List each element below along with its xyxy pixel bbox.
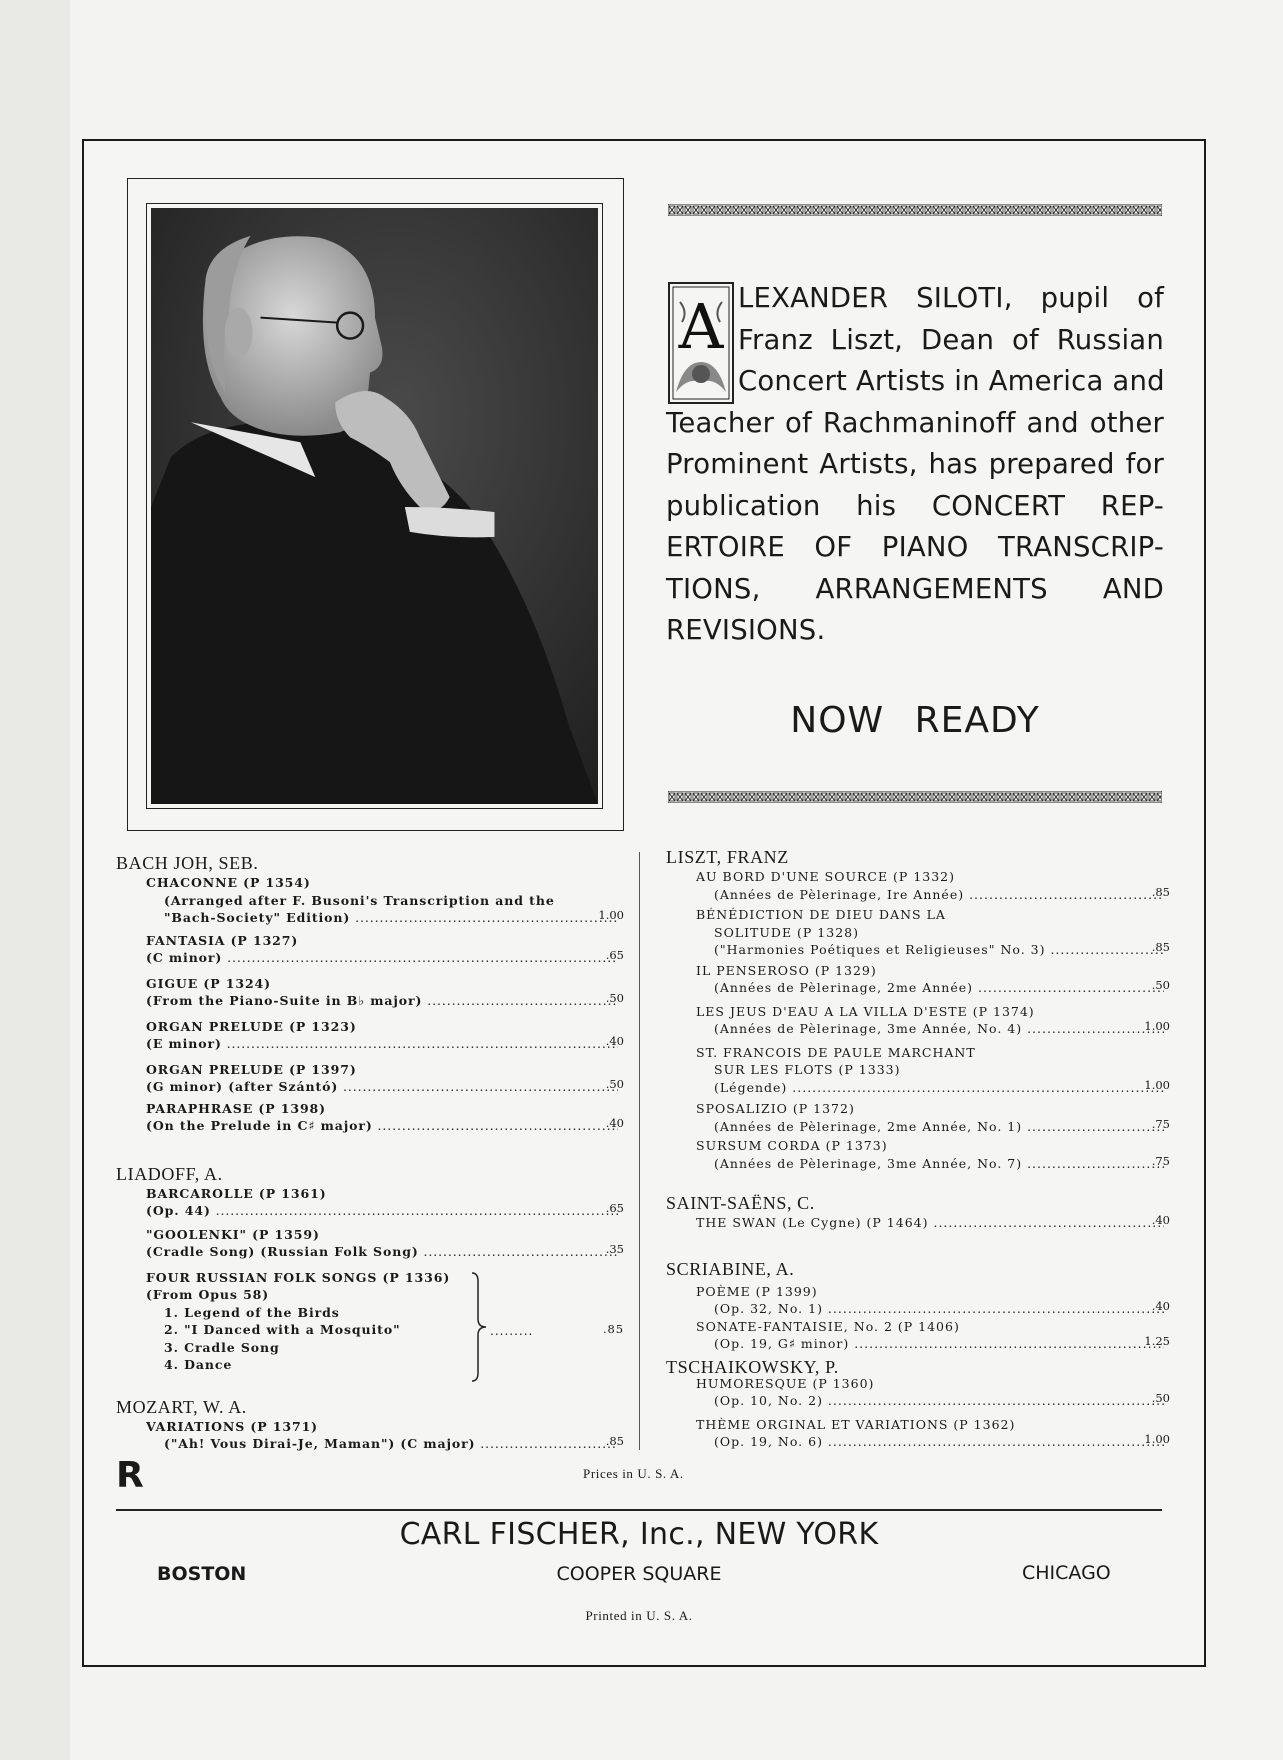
portrait-photo	[151, 208, 598, 804]
entry-title: PARAPHRASE (P 1398)	[146, 1100, 326, 1116]
entry-detail: (Op. 32, No. 1) .....	[696, 1300, 1164, 1318]
ornamental-rule-bottom	[668, 791, 1162, 803]
composer-name: SCRIABINE, A.	[666, 1258, 795, 1279]
catalog-entry	[116, 932, 624, 967]
entry-title: SPOSALIZIO (P 1372)	[696, 1101, 855, 1116]
entry-price: .85	[1151, 940, 1170, 954]
leader-dots: .........	[490, 1323, 534, 1338]
entry-title: CHACONNE (P 1354)	[146, 875, 311, 890]
entry-price: .85	[603, 1321, 624, 1336]
entry-price: .50	[1151, 978, 1170, 992]
entry-detail: SUR LES FLOTS (P 1333)	[714, 1062, 901, 1077]
entry-price: 1.00	[598, 908, 624, 922]
intro-line: Concert Artists in America and	[738, 365, 1165, 397]
entry-detail: (E minor) .....	[146, 1035, 618, 1053]
entry-title: POÈME (P 1399)	[696, 1283, 818, 1299]
printed-note: Printed in U. S. A.	[585, 1608, 693, 1623]
intro-text	[666, 278, 1164, 652]
prices-note: Prices in U. S. A.	[583, 1466, 684, 1481]
catalog-entry	[116, 975, 624, 1010]
entry-detail: (Op. 44) .....	[146, 1202, 618, 1220]
catalog-entry	[666, 1213, 1170, 1232]
entry-price: .40	[1151, 1213, 1170, 1227]
entry-detail: (Op. 19, G♯ minor) .....	[696, 1335, 1164, 1353]
catalog-entry	[116, 1418, 624, 1453]
composer-name: SAINT-SAËNS, C.	[666, 1193, 815, 1213]
song-item: 2. "I Danced with a Mosquito"	[164, 1322, 401, 1337]
folk-songs-entry	[116, 1269, 624, 1374]
composer-name: MOZART, W. A.	[116, 1396, 247, 1417]
catalog-entry	[666, 1044, 1170, 1097]
entry-price: .40	[605, 1116, 624, 1130]
right-catalog-column	[666, 846, 1170, 1451]
intro-line: Teacher of Rachmaninoff and other	[666, 406, 1164, 439]
entry-detail: ("Harmonies Poétiques et Religieuses" No. 3) .....	[696, 941, 1164, 959]
entry-price: .85	[1151, 884, 1170, 899]
catalog-entry	[116, 874, 624, 927]
entry-title: AU BORD D'UNE SOURCE (P 1332)	[696, 869, 956, 884]
intro-line: Franz Liszt, Dean of Russian	[738, 323, 1164, 356]
entry-title: "GOOLENKI" (P 1359)	[146, 1226, 320, 1242]
entry-detail: (Années de Pèlerinage, 2me Année, No. 1) .....	[696, 1118, 1164, 1136]
entry-title: ORGAN PRELUDE (P 1397)	[146, 1061, 357, 1077]
composer-name: TSCHAIKOWSKY, P.	[666, 1356, 839, 1377]
intro-line: LEXANDER SILOTI, pupil of	[738, 282, 1164, 314]
intro-line: TIONS, ARRANGEMENTS AND	[666, 572, 1164, 605]
entry-title: FOUR RUSSIAN FOLK SONGS (P 1336)	[146, 1269, 451, 1285]
song-item: 3. Cradle Song	[164, 1339, 280, 1355]
entry-title: BARCAROLLE (P 1361)	[146, 1185, 327, 1201]
entry-title: VARIATIONS (P 1371)	[146, 1418, 318, 1434]
entry-detail: (From Opus 58)	[146, 1287, 270, 1302]
catalog-entry	[116, 1100, 624, 1135]
entry-title: LES JEUS D'EAU A LA VILLA D'ESTE (P 1374)	[696, 1003, 1035, 1019]
catalog-entry	[666, 868, 1170, 903]
publisher-name: CARL FISCHER, Inc., NEW YORK	[399, 1517, 879, 1552]
publisher-address: COOPER SQUARE	[556, 1563, 722, 1585]
entry-detail: (Légende) .....	[696, 1079, 1164, 1097]
entry-detail: (Op. 10, No. 2) .....	[696, 1392, 1164, 1410]
portrait-outer-frame	[127, 178, 624, 831]
entry-price: .65	[605, 948, 624, 962]
entry-detail: SOLITUDE (P 1328)	[714, 924, 859, 940]
song-item: 4. Dance	[164, 1357, 233, 1372]
entry-title: ST. FRANCOIS DE PAULE MARCHANT	[696, 1044, 976, 1060]
entry-title: HUMORESQUE (P 1360)	[696, 1375, 875, 1391]
entry-price: .65	[605, 1201, 624, 1215]
entry-price: .50	[605, 1077, 624, 1091]
portrait-image	[151, 208, 598, 804]
intro-line: REVISIONS.	[666, 614, 826, 646]
composer-name: BACH JOH, SEB.	[116, 853, 259, 873]
entry-title: THÈME ORGINAL ET VARIATIONS (P 1362)	[696, 1416, 1016, 1432]
entry-price: 1.00	[1144, 1077, 1170, 1092]
entry-detail: (From the Piano-Suite in B♭ major) .....	[146, 992, 618, 1010]
entry-title: GIGUE (P 1324)	[146, 975, 271, 991]
catalog-entry	[666, 1416, 1170, 1451]
entry-detail: (Op. 19, No. 6) .....	[696, 1433, 1164, 1451]
catalog-entry	[666, 1100, 1170, 1135]
entry-detail: (Années de Pèlerinage, 3me Année, No. 4) .....	[696, 1020, 1164, 1038]
left-catalog-column	[116, 852, 624, 1453]
composer-name: LIADOFF, A.	[116, 1163, 223, 1184]
composer-name: LISZT, FRANZ	[666, 847, 789, 867]
portrait-inner-frame	[146, 203, 603, 809]
now-ready-heading: NOW READY	[790, 700, 1040, 741]
city-left: BOSTON	[157, 1563, 247, 1585]
entry-price: 1.00	[1144, 1432, 1170, 1446]
intro-line: ERTOIRE OF PIANO TRANSCRIP-	[666, 531, 1164, 563]
catalog-entry	[116, 1185, 624, 1220]
entry-detail: (Années de Pèlerinage, 3me Année, No. 7) .....	[696, 1155, 1164, 1173]
footer-rule	[116, 1509, 1162, 1511]
entry-price: .40	[1151, 1299, 1170, 1313]
catalog-entry	[666, 1283, 1170, 1318]
entry-title: IL PENSEROSO (P 1329)	[696, 962, 877, 978]
entry-title: FANTASIA (P 1327)	[146, 932, 299, 948]
catalog-entry	[666, 1375, 1170, 1410]
ornamental-rule-top	[668, 204, 1162, 216]
entry-title: THE SWAN (Le Cygne) (P 1464) .....	[696, 1214, 1164, 1232]
entry-detail: (C minor) .....	[146, 949, 618, 967]
catalog-entry	[666, 1003, 1170, 1038]
entry-price: .35	[605, 1242, 624, 1256]
intro-line: publication his CONCERT REP-	[666, 489, 1164, 522]
entry-title: ORGAN PRELUDE (P 1323)	[146, 1018, 357, 1034]
entry-price: 1.00	[1144, 1019, 1170, 1033]
entry-detail: (Cradle Song) (Russian Folk Song) .....	[146, 1243, 618, 1261]
entry-detail: ("Ah! Vous Dirai-Je, Maman") (C major) .....	[146, 1435, 618, 1453]
entry-detail: (Années de Pèlerinage, 2me Année) .....	[696, 979, 1164, 997]
entry-detail: (G minor) (after Szántó) .....	[146, 1078, 618, 1096]
catalog-entry	[666, 906, 1170, 959]
entry-detail: (On the Prelude in C♯ major) .....	[146, 1117, 618, 1135]
entry-title: SONATE-FANTAISIE, No. 2 (P 1406)	[696, 1318, 960, 1334]
entry-price: .50	[1151, 1391, 1170, 1405]
catalog-entry	[116, 1018, 624, 1053]
entry-price: 1.25	[1144, 1334, 1170, 1348]
intro-line: Prominent Artists, has prepared for	[666, 448, 1164, 480]
catalog-entry	[666, 1318, 1170, 1353]
city-right: CHICAGO	[1022, 1562, 1111, 1584]
catalog-entry	[666, 1137, 1170, 1172]
entry-price: .50	[605, 991, 624, 1005]
entry-title: SURSUM CORDA (P 1373)	[696, 1138, 888, 1153]
catalog-entry	[116, 1061, 624, 1096]
column-divider	[639, 852, 640, 1450]
entry-detail: "Bach-Society" Edition) .....	[146, 909, 618, 927]
svg-text:A: A	[678, 290, 724, 363]
entry-title: BÉNÉDICTION DE DIEU DANS LA	[696, 907, 946, 922]
r-mark: R	[116, 1455, 144, 1496]
entry-price: .85	[605, 1434, 624, 1448]
entry-price: .40	[605, 1034, 624, 1048]
entry-price: .75	[1151, 1116, 1170, 1131]
entry-price: .75	[1151, 1153, 1170, 1168]
catalog-entry	[116, 1226, 624, 1261]
entry-detail: (Arranged after F. Busoni's Transcription and the	[164, 892, 555, 908]
catalog-entry	[666, 962, 1170, 997]
song-item: 1. Legend of the Birds	[164, 1304, 340, 1320]
entry-detail: (Années de Pèlerinage, Ire Année) .....	[696, 886, 1164, 904]
